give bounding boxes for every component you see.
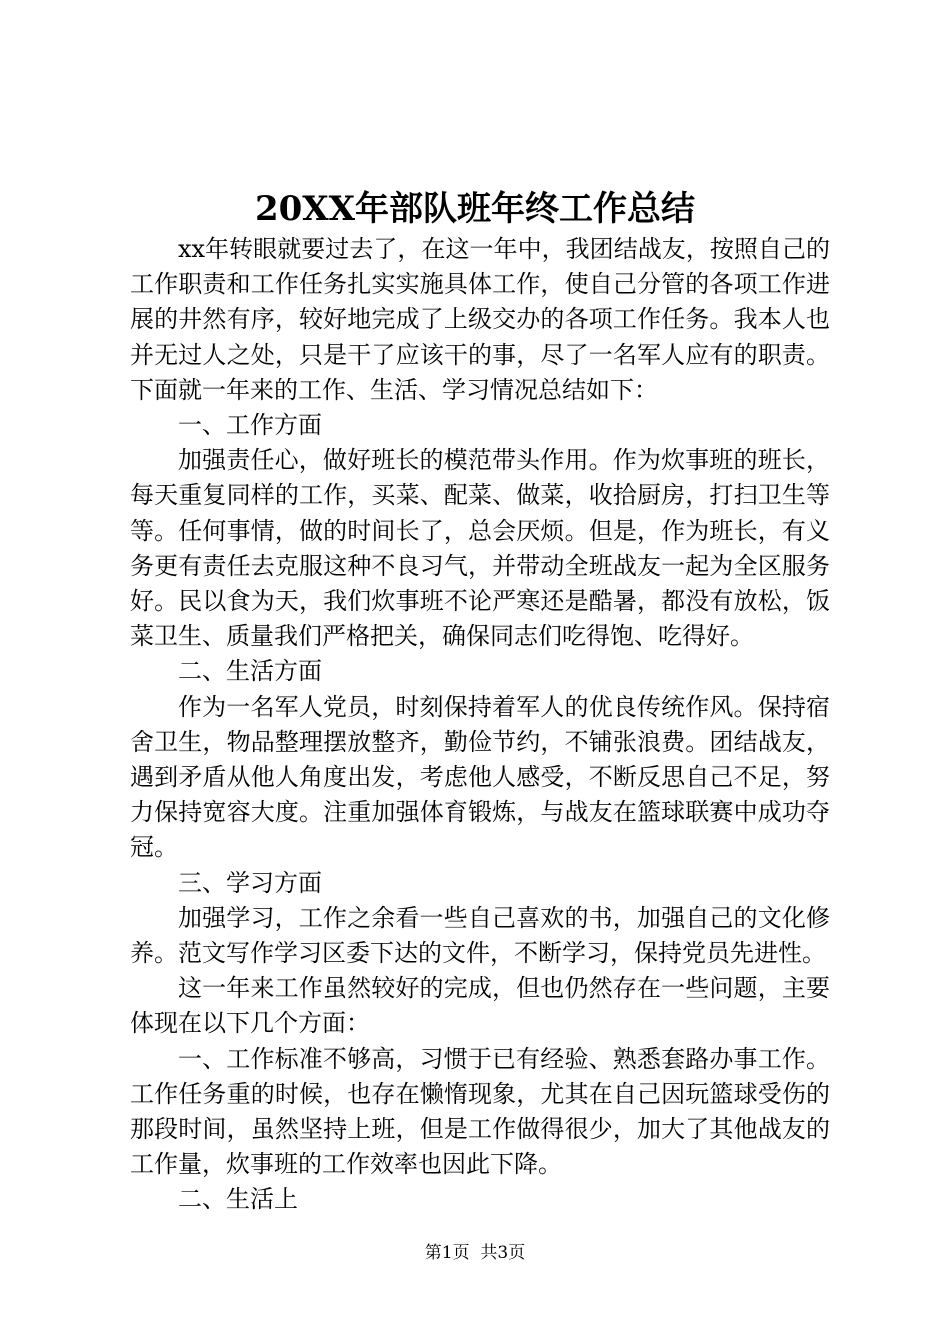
section-heading-study: 三、学习方面 [178, 868, 322, 897]
paragraph-intro: xx年转眼就要过去了，在这一年中，我团结战友，按照自己的工作职责和工作任务扎实实施具体工作，使自己分管的各项工作进展的井然有序，较好地完成了上级交办的各项工作任务。我本人也并无过人之处，只是干了应该干的事，尽了一名军人应有的职责。下面就一年来的工作、生活、学习情况总结如下： [130, 235, 830, 404]
paragraph-life: 作为一名军人党员，时刻保持着军人的优良传统作风。保持宿舍卫生，物品整理摆放整齐，勤俭节约，不铺张浪费。团结战友，遇到矛盾从他人角度出发，考虑他人感受，不断反思自己不足，努力保持宽容大度。注重加强体育锻炼，与战友在篮球联赛中成功夺冠。 [130, 692, 830, 862]
paragraph-study: 加强学习，工作之余看一些自己喜欢的书，加强自己的文化修养。范文写作学习区委下达的文件，不断学习，保持党员先进性。 [130, 903, 830, 968]
section-heading-work: 一、工作方面 [178, 411, 322, 440]
document-body [130, 232, 830, 1218]
section-heading-life-problem: 二、生活上 [178, 1185, 298, 1214]
page-footer: 第1页 共3页 [424, 1243, 526, 1263]
paragraph-problems-intro: 这一年来工作虽然较好的完成，但也仍然存在一些问题，主要体现在以下几个方面： [130, 974, 830, 1038]
section-heading-life: 二、生活方面 [178, 657, 322, 686]
document-title: 20XX年部队班年终工作总结 [254, 189, 696, 229]
paragraph-work: 加强责任心，做好班长的模范带头作用。作为炊事班的班长，每天重复同样的工作，买菜、配菜、做菜，收拾厨房，打扫卫生等等。任何事情，做的时间长了，总会厌烦。但是，作为班长，有义务更有责任去克服这种不良习气，并带动全班战友一起为全区服务好。民以食为天，我们炊事班不论严寒还是酷暑，都没有放松，饭菜卫生、质量我们严格把关，确保同志们吃得饱、吃得好。 [130, 446, 830, 651]
paragraph-problem-work: 一、工作标准不够高，习惯于已有经验、熟悉套路办事工作。工作任务重的时候，也存在懒惰现象，尤其在自己因玩篮球受伤的那段时间，虽然坚持上班，但是工作做得很少，加大了其他战友的工作量，炊事班的工作效率也因此下降。 [130, 1044, 830, 1179]
